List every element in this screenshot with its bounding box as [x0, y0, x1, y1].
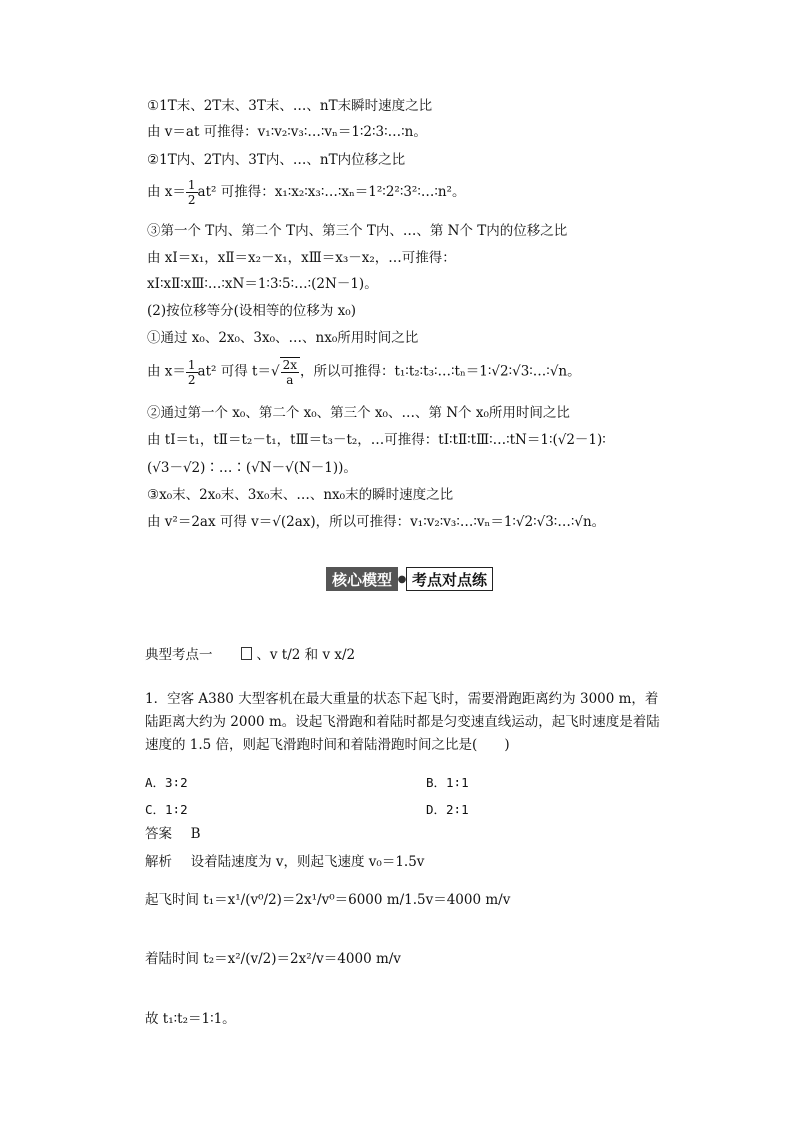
heading-equal-displacement: (2)按位移等分(设相等的位移为 x₀) — [147, 303, 356, 319]
sqrt-symbol: √ — [270, 363, 280, 380]
heading-displacement-ratio: ②1T内、2T内、3T内、…、nT内位移之比 — [147, 152, 406, 168]
analysis-text: 设着陆速度为 v，则起飞速度 v₀＝1.5v — [190, 854, 425, 870]
formula-nth-time: 由 tⅠ＝t₁，tⅡ＝t₂－t₁，tⅢ＝t₃－t₂，…可推得：tⅠ∶tⅡ∶tⅢ∶…∶tN＝1∶(√2－1)∶ — [147, 432, 606, 448]
banner-core-model: 核心模型 — [326, 567, 398, 591]
formula-time-ratio — [147, 357, 581, 387]
heading-instant-velocity: ③x₀末、2x₀末、3x₀末、…、nx₀末的瞬时速度之比 — [147, 487, 454, 503]
topic-heading — [145, 646, 355, 664]
formula-velocity-ratio: 由 v＝at 可推得：v₁∶v₂∶v₃∶…∶vₙ＝1∶2∶3∶…∶n。 — [147, 124, 427, 140]
takeoff-time-label: 起飞时间 t₁＝ — [145, 892, 228, 908]
heading-nth-displacement: ③第一个 T内、第二个 T内、第三个 T内、…、第 N个 T内的位移之比 — [147, 223, 568, 239]
answer-value: B — [190, 826, 201, 842]
banner-dot: ● — [397, 573, 407, 585]
option-c: C．1∶2 — [145, 802, 188, 817]
option-b: B．1∶1 — [426, 775, 469, 790]
formula-middle: at² 可得 t＝ — [197, 363, 271, 380]
analysis-label: 解析 — [145, 854, 172, 870]
banner-practice: 考点对点练 — [406, 567, 493, 591]
answer-line — [145, 825, 201, 843]
formula-prefix: 由 x＝ — [147, 363, 186, 380]
topic-label: 典型考点一 — [145, 647, 213, 663]
formula-rest: at² 可推得：x₁∶x₂∶x₃∶…∶xₙ＝1²∶2²∶3²∶…∶n²。 — [197, 184, 466, 200]
topic-content: 、v t/2 和 v x/2 — [256, 647, 356, 663]
takeoff-time-equation: x¹/(v⁰/2)＝2x¹/v⁰＝6000 m/1.5v＝4000 m/v — [227, 892, 511, 908]
fraction-half: $\frac{1}{2}$ — [187, 178, 196, 207]
heading-nth-time: ②通过第一个 x₀、第二个 x₀、第三个 x₀、…、第 N个 x₀所用时间之比 — [147, 405, 570, 421]
fraction-sqrt: $\frac{2x}{a}$ — [280, 357, 300, 387]
answer-label: 答案 — [145, 826, 172, 842]
formula-nth-time-cont: (√3－√2)∶…∶(√N－√(N－1))。 — [147, 460, 357, 476]
option-a: A．3∶2 — [145, 775, 188, 790]
option-d: D．2∶1 — [426, 802, 469, 817]
question-stem: 1．空客 A380 大型客机在最大重量的状态下起飞时，需要滑跑距离约为 3000 m，着陆距离大约为 2000 m。设起飞滑跑和着陆时都是匀变速直线运动，起飞时速度是着陆速度的 1.5 倍，则起飞滑跑时间和着陆滑跑时间之比是( ) — [145, 691, 660, 753]
formula-instant-velocity: 由 v²＝2ax 可得 v＝√(2ax)，所以可推得：v₁∶v₂∶v₃∶…∶vₙ＝1∶√2∶√3∶…∶√n。 — [147, 514, 606, 530]
formula-displacement-ratio — [147, 178, 465, 207]
landing-time-label: 着陆时间 t₂＝ — [145, 951, 228, 967]
conclusion-line: 故 t₁∶t₂＝1∶1。 — [145, 1011, 236, 1027]
landing-time-equation: x²/(v/2)＝2x²/v＝4000 m/v — [227, 951, 401, 967]
formula-nth-displacement: 由 xⅠ＝x₁，xⅡ＝x₂－x₁，xⅢ＝x₃－x₂，…可推得： — [147, 250, 456, 266]
takeoff-time-line — [145, 891, 510, 909]
heading-velocity-ratio: ①1T末、2T末、3T末、…、nT末瞬时速度之比 — [147, 98, 433, 114]
formula-odd-ratio: xⅠ∶xⅡ∶xⅢ∶…∶xN＝1∶3∶5∶…∶(2N－1)。 — [147, 276, 378, 292]
formula-rest: ，所以可推得：t₁∶t₂∶t₃∶…∶tₙ＝1∶√2∶√3∶…∶√n。 — [299, 363, 581, 380]
landing-time-line — [145, 950, 401, 968]
fraction-half: $\frac{1}{2}$ — [187, 357, 196, 387]
heading-time-ratio: ①通过 x₀、2x₀、3x₀、…、nx₀所用时间之比 — [147, 330, 419, 346]
analysis-line — [145, 853, 424, 871]
section-banner — [326, 567, 493, 591]
formula-prefix: 由 x＝ — [147, 184, 186, 200]
checkbox-icon — [241, 647, 252, 660]
